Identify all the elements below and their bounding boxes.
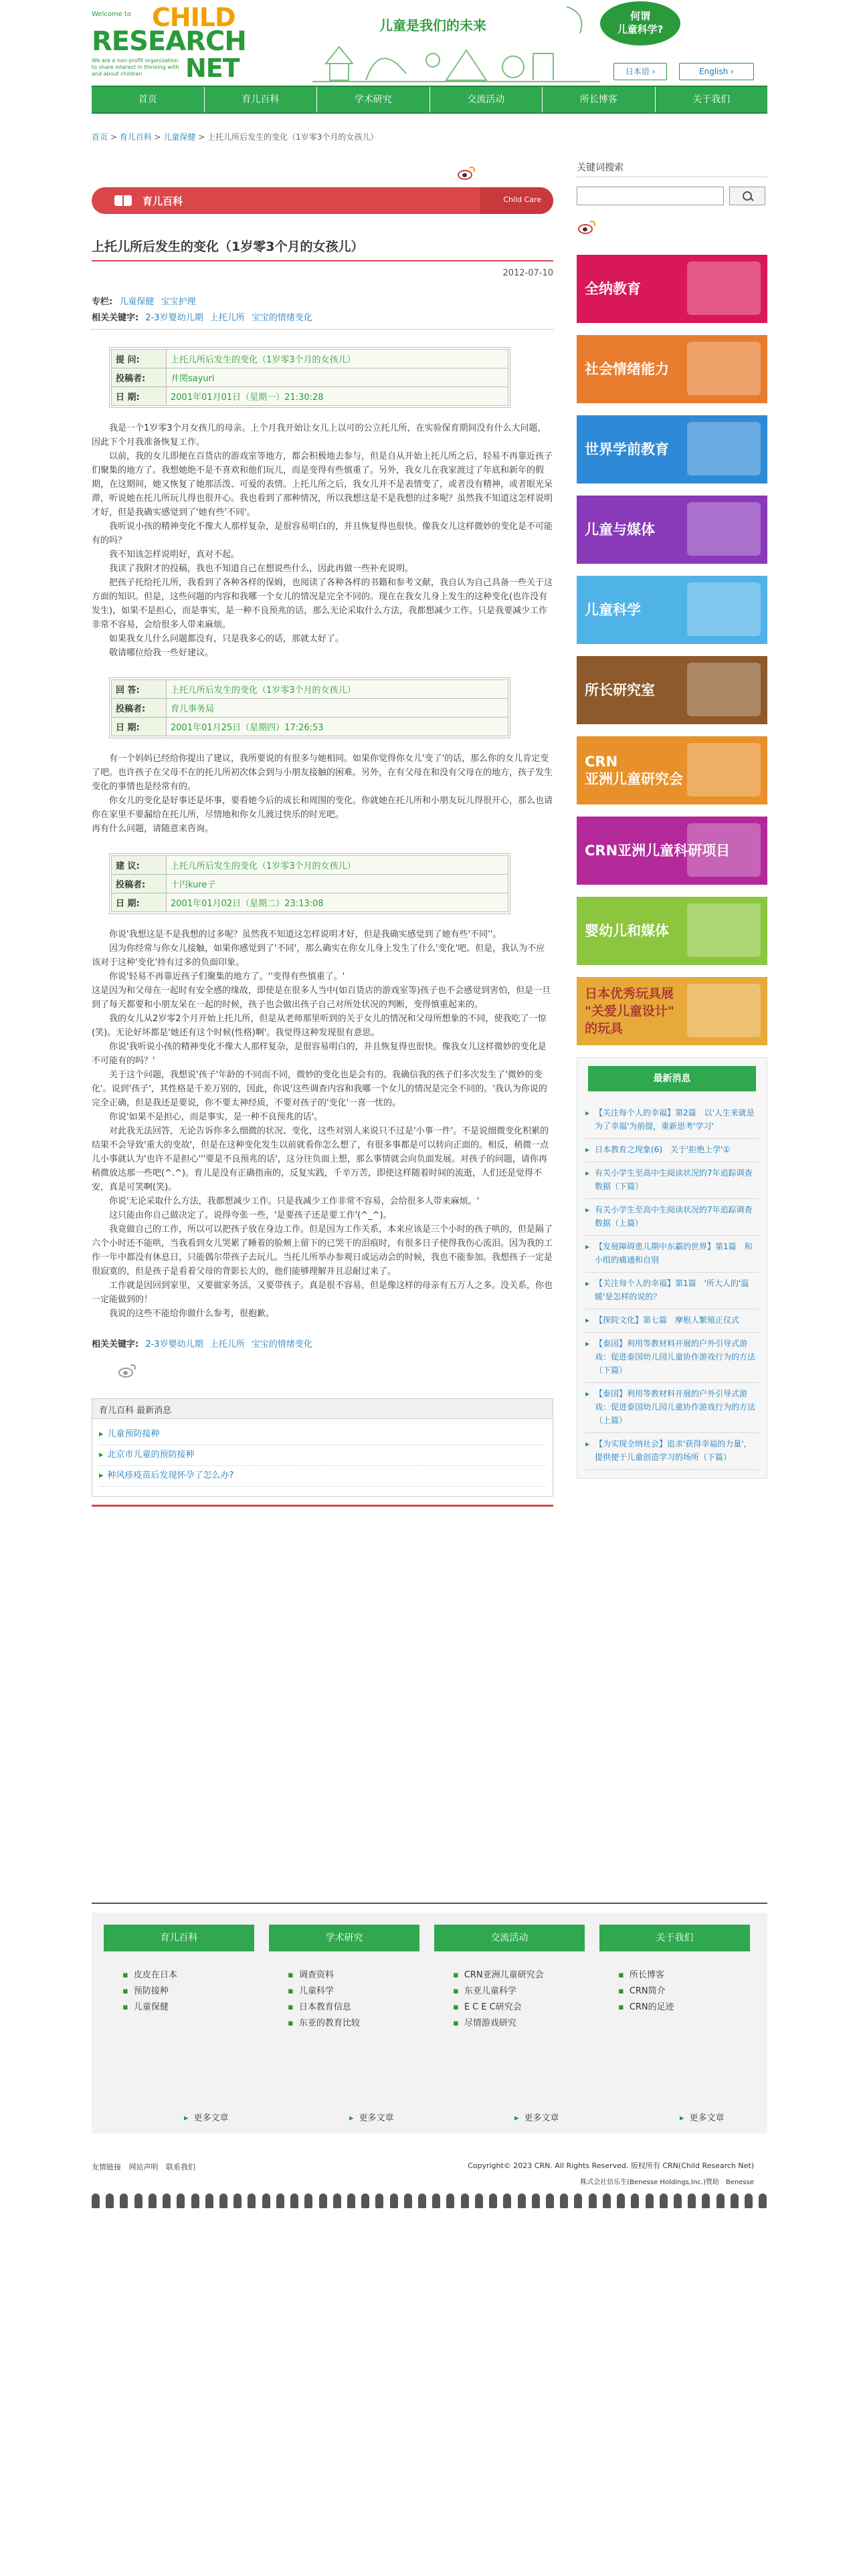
footer-link[interactable]: ▪ 儿童科学 bbox=[288, 1983, 419, 2000]
sidebar-news-item[interactable]: ▸ 【泰国】利用等教材料开展的户外引导式游戏：促进泰国幼儿园儿童协作游戏行为的方法（下篇） bbox=[585, 1333, 759, 1383]
latest-news-box bbox=[92, 1398, 553, 1497]
latest-news-item[interactable] bbox=[99, 1424, 546, 1445]
child-figure bbox=[660, 2193, 668, 2208]
paragraph: 以前，我的女儿即便在百货店的游戏室等地方，都会积极地去参与，但是自从开始上托儿所之后，轻易不再靠近孩子们聚集的地方了。我想她绝不是不喜欢和他们玩儿，而是变得有些慎重了。另外，我女儿在我家渡过了年底和新年的假期，在这期间，她又恢复了她那活泼、可爱的表情。上托儿所之后，我女儿并不是表情变了，或者没有精神，或者眼光呆滞，听说她在托儿所玩儿得也很开心。我也看到了那种情况，所以我想这是不是我想的过多呢？虽然我不知道这怎样说明才好，但是我确实感觉到了'她有些'不同'。 bbox=[92, 451, 553, 518]
info-key: 投稿者: bbox=[112, 368, 167, 387]
child-figure bbox=[674, 2193, 682, 2208]
nav-director-blog[interactable]: 所长博客 bbox=[543, 87, 656, 112]
contact-link[interactable]: 联系我们 bbox=[166, 2163, 195, 2171]
sidebar-banner[interactable] bbox=[577, 576, 767, 644]
paragraph: 你说'轻易不再靠近孩子们聚集的地方了。''变得有些慎重了。' bbox=[92, 972, 345, 982]
search-button[interactable] bbox=[729, 187, 765, 205]
sidebar-banner[interactable] bbox=[577, 817, 767, 885]
site-footer bbox=[92, 2147, 767, 2234]
sidebar-news-item[interactable]: ▸ 【关注每个人的幸福】第1篇 '所大人的'温暖'是怎样的说的？ bbox=[585, 1273, 759, 1309]
child-figure bbox=[688, 2193, 696, 2208]
child-figure bbox=[390, 2193, 398, 2208]
latest-news-item[interactable] bbox=[99, 1445, 546, 1466]
related-link[interactable]: 2-3岁婴幼儿期 bbox=[145, 1339, 203, 1350]
banner-photo bbox=[687, 984, 761, 1037]
child-figure bbox=[589, 2193, 597, 2208]
footer-col-title[interactable]: 学术研究 bbox=[269, 1925, 419, 1951]
banner-photo bbox=[687, 743, 761, 796]
sidebar-news-item[interactable]: ▸ 【探院文化】第七篇 摩根人繁殖正仪式 bbox=[585, 1309, 759, 1333]
info-key: 日 期: bbox=[112, 387, 167, 406]
footer-link[interactable]: ▪ E C E C研究会 bbox=[453, 2000, 585, 2016]
site-header bbox=[92, 0, 767, 86]
child-figure bbox=[120, 2193, 128, 2208]
related-link[interactable]: 上托儿所 bbox=[209, 1339, 245, 1350]
sidebar-banner-label: 儿童与媒体 bbox=[585, 522, 655, 538]
footer-col-title[interactable]: 交流活动 bbox=[434, 1925, 585, 1951]
footer-links bbox=[92, 2161, 201, 2172]
child-figure bbox=[134, 2193, 142, 2208]
child-figure bbox=[617, 2193, 625, 2208]
logo-welcome: Welcome to bbox=[92, 11, 131, 18]
article-date: 2012-07-10 bbox=[502, 268, 553, 278]
friend-links-link[interactable]: 友情链接 bbox=[92, 2163, 121, 2171]
english-language-button[interactable]: English › bbox=[679, 63, 754, 80]
child-figure bbox=[532, 2193, 540, 2208]
footer-columns bbox=[92, 1913, 767, 2133]
sidebar-banner[interactable] bbox=[577, 496, 767, 564]
footer-link[interactable]: ▪ CRN亚洲儿童研究会 bbox=[453, 1967, 585, 1983]
copyright: Copyright© 2023 CRN. All Rights Reserved. 版权所有 CRN(Child Research Net) bbox=[468, 2161, 754, 2170]
child-figure bbox=[163, 2193, 171, 2208]
child-figure bbox=[106, 2193, 114, 2208]
child-figure bbox=[731, 2193, 739, 2208]
footer-col-childcare bbox=[104, 1925, 254, 2123]
sidebar-banner[interactable] bbox=[577, 335, 767, 403]
child-figure bbox=[489, 2193, 497, 2208]
nav-about[interactable]: 关于我们 bbox=[692, 94, 731, 105]
footer-link[interactable]: ▪ CRN的足迹 bbox=[618, 2000, 750, 2016]
logo-net: NET bbox=[185, 53, 240, 83]
related-label: 相关关键字: bbox=[92, 1339, 139, 1350]
children-figures-decoration bbox=[92, 2193, 767, 2211]
sidebar-banner[interactable] bbox=[577, 255, 767, 323]
nav-activities[interactable]: 交流活动 bbox=[430, 87, 543, 112]
category-en: Child Care bbox=[503, 195, 541, 204]
sidebar-banner-label: 世界学前教育 bbox=[585, 441, 669, 457]
footer-link[interactable]: ▪ 儿童保健 bbox=[122, 2000, 254, 2016]
sidebar-banner[interactable] bbox=[577, 736, 767, 804]
divider bbox=[92, 1505, 553, 1507]
footer-col-about bbox=[599, 1925, 750, 2123]
paragraph: 你说'无论采取什么方法，我都想减少工作。只是我减少工作非常不容易，会给很多人带来麻烦。' bbox=[92, 1196, 480, 1206]
sidebar-news-item[interactable]: ▸ 【关注每个人的幸福】第2篇 以'人生来就是为了幸福'为前提，重新思考'学习' bbox=[585, 1102, 759, 1139]
paragraph: 我听说小孩的精神变化不像大人那样复杂，是很容易明白的，并且恢复得也很快。像我女儿这样微妙的变化是不可能有的吗？ bbox=[92, 522, 553, 546]
logo-child: CHILD bbox=[152, 3, 235, 32]
paragraph: 我说的这些不能给你做什么参考，很抱歉。 bbox=[92, 1309, 275, 1319]
keyword-link[interactable]: 宝宝的情绪变化 bbox=[251, 313, 312, 323]
paragraph: 你说'我想这是不是我想的过多呢？虽然我不知道这怎样说明才好，但是我确实感觉到了她有些'不同''。 bbox=[92, 930, 502, 940]
banner-photo bbox=[687, 502, 761, 556]
child-figure bbox=[319, 2193, 327, 2208]
child-figure bbox=[631, 2193, 639, 2208]
nav-home[interactable]: 首页 bbox=[92, 87, 205, 112]
paragraph: 敬请哪位给我一些好建议。 bbox=[92, 648, 214, 658]
latest-news-link[interactable]: 北京市儿童的预防接种 bbox=[107, 1450, 195, 1460]
related-keywords bbox=[92, 1337, 553, 1353]
paragraph: 你女儿的变化是好事还是坏事，要看她今后的成长和周围的变化。你就她在托儿所和小朋友玩儿得很开心，那么也请你在家里不要漏给在托儿所，尽情地和你女儿渡过快乐的时光吧。 bbox=[92, 796, 553, 820]
sidebar-news-item[interactable]: ▸ 日本教育之现象(6) 关于'拒绝上学'① bbox=[585, 1139, 759, 1162]
info-value: 2001年01月01日（星期一）21:30:28 bbox=[167, 387, 508, 406]
child-figure bbox=[759, 2193, 767, 2208]
related-link[interactable]: 宝宝的情绪变化 bbox=[251, 1339, 312, 1350]
child-figure bbox=[717, 2193, 725, 2208]
footer-link[interactable]: ▪ 预防接种 bbox=[122, 1983, 254, 2000]
info-value: 2001年01月02日（星期二）23:13:08 bbox=[167, 893, 508, 912]
breadcrumb-current: 上托儿所后发生的变化（1岁零3个月的女孩儿） bbox=[207, 132, 379, 142]
paragraph: 我是一个1岁零3个月女孩儿的母亲。上个月我开始让女儿上以可的公立托儿所，在实验保育期间没有什么大问题，因此下个月我准备恢复工作。 bbox=[92, 423, 547, 447]
column-link-health[interactable]: 儿童保健 bbox=[119, 297, 155, 307]
sidebar-news-item[interactable]: ▸ 【泰国】利用等教材料开展的户外引导式游戏：促进泰国幼儿园儿童协作游戏行为的方法（上篇） bbox=[585, 1383, 759, 1433]
sidebar-banner-label: 社会情绪能力 bbox=[585, 361, 669, 377]
more-articles-link[interactable]: ▸ 更多文章 bbox=[680, 2111, 725, 2123]
footer-link[interactable]: ▪ 皮皮在日本 bbox=[122, 1967, 254, 1983]
child-figure bbox=[560, 2193, 568, 2208]
child-figure bbox=[205, 2193, 213, 2208]
sidebar-banner-label: 所长研究室 bbox=[585, 682, 655, 698]
sidebar bbox=[577, 160, 767, 1479]
sidebar-banner-label: 婴幼儿和媒体 bbox=[585, 923, 669, 939]
sidebar-banner[interactable] bbox=[577, 415, 767, 484]
child-figure bbox=[574, 2193, 582, 2208]
footer-link[interactable]: ▪ 东亚的教育比较 bbox=[288, 2016, 419, 2032]
sidebar-banner[interactable] bbox=[577, 977, 767, 1045]
more-articles-link[interactable]: ▸ 更多文章 bbox=[184, 2111, 229, 2123]
paragraph: 我读了我附才的投稿，我也不知道自己在想说些什么，因此再做一些补充说明。 bbox=[92, 564, 414, 574]
sidebar-banner-label: 全纳教育 bbox=[585, 281, 641, 297]
breadcrumb: 首页 > 育儿百科 > 儿童保健 > 上托儿所后发生的变化（1岁零3个月的女孩儿） bbox=[92, 132, 379, 142]
sidebar-banner-label: 日本优秀玩具展 "关爱儿童设计" 的玩具 bbox=[585, 986, 674, 1036]
child-figure bbox=[702, 2193, 710, 2208]
paragraph: 关于这个问题，我想说'孩子'年龄的不同而不同，微妙的变化也是会有的。我确信我的孩子们多次发生了'微妙的变化'。说到'孩子'，其性格是千差万别的，因此，你说'这些调查内容和我哪一个女儿的情况是完全不同的。'我认为你说的完全正确，但是我还是要说，你不要太神经质，不要对孩子的'变化'一喜一忧的。 bbox=[92, 1070, 547, 1108]
child-figure bbox=[446, 2193, 454, 2208]
paragraph: 如果我女儿什么问题都没有，只是我多心的话，那就太好了。 bbox=[92, 634, 345, 644]
nav-childcare[interactable]: 育儿百科 bbox=[205, 87, 318, 112]
info-value: 井関sayuri bbox=[167, 368, 508, 387]
category-bar bbox=[92, 187, 553, 214]
keyword-link[interactable]: 上托儿所 bbox=[209, 313, 245, 323]
site-slogan: 儿童是我们的未来 bbox=[379, 17, 486, 33]
child-figure bbox=[149, 2193, 157, 2208]
child-figure bbox=[503, 2193, 511, 2208]
more-articles-link[interactable]: ▸ 更多文章 bbox=[349, 2111, 394, 2123]
child-figure bbox=[177, 2193, 185, 2208]
child-figure bbox=[518, 2193, 526, 2208]
sidebar-news-item[interactable]: ▸ 【发展障碍患儿期中东霸的世界】第1篇 和小组的痛通和自别 bbox=[585, 1236, 759, 1273]
paragraph: 我的女儿从2岁零2个月开始上托儿所，但是从老师那里听到的关于女儿的情况和父母所想象的不同，使我吃了一惊(笑)。无论好坏都是'她还有这个时候(性格)啊'。我觉得这种发现很有意思。 bbox=[92, 1014, 547, 1038]
child-figure bbox=[219, 2193, 227, 2208]
search-form bbox=[577, 187, 767, 207]
banner-photo bbox=[687, 582, 761, 636]
sidebar-news-item[interactable]: ▸ 有关小学生至高中生阅读状况的7年追踪调查数据（下篇） bbox=[585, 1162, 759, 1199]
keywords-label: 相关关键字: bbox=[92, 313, 139, 323]
book-icon bbox=[114, 195, 132, 206]
banner-photo bbox=[687, 903, 761, 957]
footer-link[interactable]: ▪ 调查资料 bbox=[288, 1967, 419, 1983]
japanese-language-button[interactable]: 日本语 › bbox=[613, 63, 667, 80]
what-is-child-science-bubble[interactable]: 何谓 儿童科学? bbox=[600, 1, 680, 45]
sidebar-banner[interactable] bbox=[577, 656, 767, 724]
paragraph: 我竟做自己的工作，所以可以把孩子放在身边工作。但是因为工作关系，本来应该是三个小时的孩子哄的，但是隔了六个小时还不能哄，当我看到女儿哭累了睡着的脸颊上留下的已哭干的泪痕时，有很多日子使得我伤心流泪。因为我的工作一年中都没有休息日，只能偶尔带孩子去玩儿。当托儿所举办参观日或运动会的时候，我也不能参加。我想孩子一定是很寂寞的，但是孩子是看着父母的背影长大的，他们能够理解并且忍耐过来了。 bbox=[92, 1224, 553, 1277]
category-name: 育儿百科 bbox=[142, 195, 183, 207]
banner-photo bbox=[687, 422, 761, 475]
child-figure bbox=[418, 2193, 426, 2208]
child-figure bbox=[475, 2193, 483, 2208]
logo-research: RESEARCH bbox=[92, 26, 246, 57]
child-figure bbox=[745, 2193, 753, 2208]
sidebar-news-title: 最新消息 bbox=[588, 1066, 756, 1091]
paragraph: 因为你经常与你女儿接触，如果你感觉到了'不同'，那么确实在你女儿身上发生了什么'变化'吧。但是，我认为不应该对于这种'变化'持有过多的负面印象。 bbox=[92, 944, 545, 968]
weibo-follow-icon[interactable] bbox=[577, 220, 597, 235]
advice-text bbox=[92, 928, 553, 1321]
sponsor: 株式会社倍乐生(Benesse Holdings,Inc.)赞助 Benesse bbox=[580, 2179, 754, 2186]
footer-link[interactable]: ▪ 日本教育信息 bbox=[288, 2000, 419, 2016]
info-value: 上托儿所后发生的变化（1岁零3个月的女孩儿） bbox=[167, 350, 508, 368]
sidebar-news bbox=[577, 1057, 767, 1479]
child-figure bbox=[461, 2193, 469, 2208]
latest-news-link[interactable]: 儿童预防接种 bbox=[107, 1429, 160, 1439]
latest-news-link[interactable]: 种风疹疫苗后发现怀孕了怎么办? bbox=[107, 1471, 234, 1481]
footer-link[interactable]: ▪ 尽情游戏研究 bbox=[453, 2016, 585, 2032]
weibo-share-icon[interactable] bbox=[117, 1364, 137, 1378]
info-key: 建 议: bbox=[112, 856, 167, 875]
breadcrumb-home[interactable]: 首页 bbox=[92, 132, 108, 142]
footer-col-research bbox=[269, 1925, 419, 2123]
child-figure bbox=[262, 2193, 270, 2208]
child-figure bbox=[191, 2193, 199, 2208]
child-figure bbox=[92, 2193, 100, 2208]
footer-link[interactable]: ▪ 所长博客 bbox=[618, 1967, 750, 1983]
main-content bbox=[92, 160, 553, 1507]
paragraph: 再有什么问题，请随意来咨询。 bbox=[92, 824, 214, 834]
footer-col-activities bbox=[434, 1925, 585, 2123]
child-figure bbox=[404, 2193, 412, 2208]
child-figure bbox=[603, 2193, 611, 2208]
child-figure bbox=[347, 2193, 355, 2208]
info-key: 提 问: bbox=[112, 350, 167, 368]
keyword-link[interactable]: 2-3岁婴幼儿期 bbox=[145, 313, 203, 323]
info-value: 育儿事务局 bbox=[167, 699, 508, 718]
info-key: 日 期: bbox=[112, 718, 167, 736]
sidebar-banner-label: CRN 亚洲儿童研究会 bbox=[585, 754, 683, 787]
paragraph: 你说'如果不是担心，而是事实，是一种不良预兆的话'。 bbox=[92, 1112, 323, 1122]
nav-research[interactable]: 学术研究 bbox=[317, 87, 430, 112]
paragraph: 这是因为和父母在一起时有安全感的缘故，即使是在很多人当中(如百货店的游戏室等)孩子也不会感觉到害怕，但是一旦到了每天都要和小朋友呆在一起的时候，孩子也会做出孩子自己对所处状况的判断，变得慎重起来的。 bbox=[92, 986, 551, 1010]
child-figure bbox=[290, 2193, 298, 2208]
keyword-search-title: 关键词搜索 bbox=[577, 160, 767, 177]
info-key: 投稿者: bbox=[112, 875, 167, 893]
info-value: 上托儿所后发生的变化（1岁零3个月的女孩儿） bbox=[167, 856, 508, 875]
article-title: 上托儿所后发生的变化（1岁零3个月的女孩儿） bbox=[92, 237, 553, 261]
site-logo[interactable] bbox=[92, 3, 252, 83]
banner-photo bbox=[687, 663, 761, 716]
info-value: 十円kure子 bbox=[167, 875, 508, 893]
logo-tagline: We are a non-profit organization to share interest in thinking with and about children bbox=[92, 58, 179, 77]
info-value: 上托儿所后发生的变化（1岁零3个月的女孩儿） bbox=[167, 680, 508, 699]
child-figure bbox=[546, 2193, 554, 2208]
footer-link[interactable]: ▪ 东亚儿童科学 bbox=[453, 1983, 585, 2000]
paragraph: 把孩子托给托儿所，我看到了各种各样的保姆，也阅读了各种各样的书籍和参考文献，我自认为自己具备一些关于这方面的知识。但是，这些问题的内容和我哪一个女儿的情况是完全不同的。现在在我女儿身上发生的这种变化(也许没有发生)，如果不是担心，而是事实，是一种不良预兆的话，那么无论采取什么方法，我都想减少工作。只是我要减少工作非常不容易，会给很多人带来麻烦。 bbox=[92, 578, 553, 630]
article-meta bbox=[92, 294, 553, 330]
main-nav bbox=[92, 86, 767, 114]
breadcrumb-childcare[interactable]: 育儿百科 bbox=[119, 132, 152, 142]
child-figure bbox=[361, 2193, 369, 2208]
sidebar-banner-label: 儿童科学 bbox=[585, 602, 641, 618]
answer-text bbox=[92, 752, 553, 836]
banner-photo bbox=[687, 342, 761, 395]
sidebar-news-item[interactable]: ▸ 有关小学生至高中生阅读状况的7年追踪调查数据（上篇） bbox=[585, 1199, 759, 1236]
weibo-share-icon[interactable] bbox=[456, 166, 476, 181]
footer-col-title[interactable]: 关于我们 bbox=[599, 1925, 750, 1951]
banner-photo bbox=[687, 261, 761, 315]
child-figure bbox=[375, 2193, 383, 2208]
sidebar-banner[interactable] bbox=[577, 897, 767, 965]
info-key: 投稿者: bbox=[112, 699, 167, 718]
latest-news-title: 育儿百科 最新消息 bbox=[92, 1399, 553, 1419]
sidebar-banner-label: CRN亚洲儿童科研项目 bbox=[585, 843, 731, 859]
paragraph: 你说'我听说小孩的精神变化不像大人那样复杂，是很容易明白的，并且恢复得也很快。像我女儿这样微妙的变化是不可能有的吗？' bbox=[92, 1042, 547, 1066]
search-input[interactable] bbox=[577, 187, 724, 205]
column-label: 专栏: bbox=[92, 297, 113, 307]
child-figure bbox=[432, 2193, 440, 2208]
breadcrumb-health[interactable]: 儿童保健 bbox=[163, 132, 196, 142]
paragraph: 这只能由你自己做决定了。说得夸张一些，'是要孩子还是要工作'(^_^)。 bbox=[92, 1210, 392, 1220]
latest-news-item[interactable] bbox=[99, 1466, 546, 1487]
paragraph: 有一个妈妈已经给你提出了建议，我所要说的有很多与她相同。如果你觉得你女儿'变了'的话，那么你的女儿肯定变了吧。也许孩子在父母不在的托儿所初次体会到与小朋友接触的困难。另外，在有父母在和没有父母在的地方，孩子发生变化的事情也是经常有的。 bbox=[92, 754, 553, 792]
question-text bbox=[92, 421, 553, 660]
answer-box bbox=[109, 677, 510, 738]
info-key: 回 答: bbox=[112, 680, 167, 699]
footer-link[interactable]: ▪ CRN简介 bbox=[618, 1983, 750, 2000]
more-articles-link[interactable]: ▸ 更多文章 bbox=[514, 2111, 559, 2123]
info-key: 日 期: bbox=[112, 893, 167, 912]
site-statement-link[interactable]: 网站声明 bbox=[128, 2163, 159, 2171]
advice-box bbox=[109, 853, 510, 914]
paragraph: 我不知该怎样说明好，真对不起。 bbox=[92, 550, 240, 560]
child-figure bbox=[248, 2193, 256, 2208]
column-link-babycare[interactable]: 宝宝护理 bbox=[161, 297, 196, 307]
info-value: 2001年01月25日（星期四）17:26:53 bbox=[167, 718, 508, 736]
child-figure bbox=[276, 2193, 284, 2208]
child-figure bbox=[333, 2193, 341, 2208]
paragraph: 对此我无法回答，无论告诉你多么细微的状况、变化，这些对别人来说只不过是'小事一件'。不是说细微变化积累的结果不会导致'重大的变故'，但是在这种变化发生以前就看你怎么想了，有很多事都是可以转向正面的。相反，稍微一点儿小事就认为'也许不是担心'''要是不良预兆的话'，这分往负面上想，那么事情就会向负面发展。对孩子的问题，请你再稍微放达那一些吧(^.^)。育儿是没有正确指南的，反复实践，千辛万苦，即使这样随着时间的流逝，人们还是觉得不安，真是可笑啊(笑)。 bbox=[92, 1126, 549, 1192]
sidebar-news-item[interactable]: ▸ 【为实现全纳社会】追求'获得幸福的力量'，提供便于儿童创造学习的场所（下篇） bbox=[585, 1433, 759, 1470]
child-figure bbox=[646, 2193, 654, 2208]
paragraph: 工作就是因回到家里，又要做家务活，又要带孩子。真是很不容易，但是像这样的母亲有五万人之多。没关系，你也一定能做到的！ bbox=[92, 1281, 553, 1305]
child-figure bbox=[233, 2193, 242, 2208]
child-figure bbox=[304, 2193, 312, 2208]
question-box bbox=[109, 347, 510, 408]
footer-col-title[interactable]: 育儿百科 bbox=[104, 1925, 254, 1951]
header-illustration bbox=[312, 0, 600, 86]
